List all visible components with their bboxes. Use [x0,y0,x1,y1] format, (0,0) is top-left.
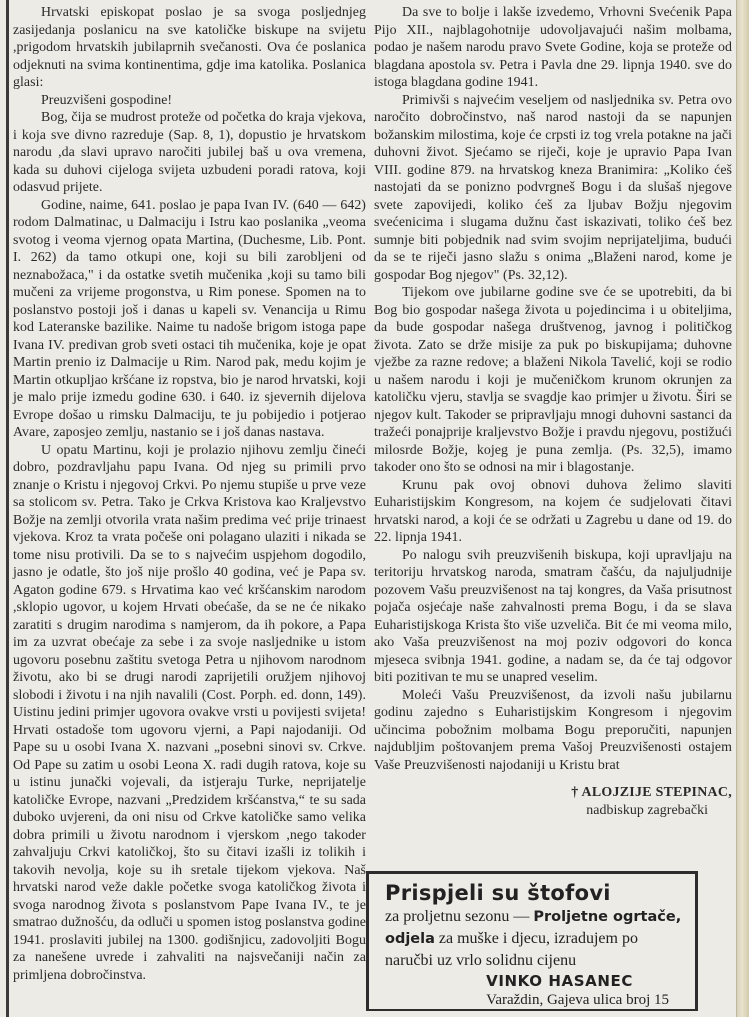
body-paragraph: Krunu pak ovoj obnovi duhova želimo slaviti Euharistijskim Kongresom, na kojem će sudjelovati čitavi hrvatski narod, a koji će se održati u Zagrebu u dane od 19. do 22. lipnja 1941. [374,477,732,545]
ad-line-2-text: za muške i djecu, izradujem po [434,930,638,947]
ad-address: Varaždin, Gajeva ulica broj 15 [486,992,669,1008]
ad-line-2-bold: odjela [385,931,435,947]
signature-block [374,784,732,819]
closing-paragraph: Moleći Vašu Preuzvišenost, da izvoli našu jubilarnu godinu zajedno s Euharistijskim Kongresom i njegovim učincima pobožnim molbama Bogu preporučiti, napunjen najdubljim poštovanjem prema Vašoj Preuzvišenosti ostajem Vaše Preuzvišenosti najodaniji u Kristu brat [374,687,732,773]
salutation: Preuzvišeni gospodine! [41,92,173,108]
ad-headline: Prispjeli su štofovi [385,881,611,905]
advertisement-box [366,871,698,1011]
article-right-column [374,4,732,819]
body-paragraph: U opatu Martinu, koji je prolazio njihovu zemlju čineći dobro, pozdravljahu papu Ivana. Od njeg su primili prvo znanje o Kristu i njegovoj Crkvi. Po njemu stupiše u prve veze sa stolicom sv. Petra. Tako je Crkva Kristova kao Kraljevstvo Božje na zemlji otvorila vrata našim predima već prije trinaest vjekova. Kroz ta vrata počeše oni polagano ulaziti i nikada se tome nisu protivili. Da se to s najvećim uspjehom dogodilo, jasno je odatle, što još nije prošlo 40 godina, već je Papa sv. Agaton godine 679. s Hrvatima kao već kršćanskim narodom ,sklopio ugovor, u kojem Hrvati obećaše, da se ne će nikako zaratiti s drugim narodima s namjerom, da ih pokore, a Papa im za uzvrat obećaje za sebe i za svoje nasljednike u istom ugovoru posebnu zaštitu svetoga Petra u njihovom narodnom životu, ako bi se drugi narodi zaprijetili oružjem njihovoj slobodi i životu i na njih navalili (Cost. Porph. ed. donn, 149). Uistinu jedini primjer ugovora ovakve vrsti u povijesti svijeta! Hrvati ostadoše tom ugovoru vjerni, a Papi najodaniji. Od Pape su u osobi Ivana X. nazvani „posebni sinovi sv. Crkve. Od Pape su zatim u osobi Leona X. radi dugih ratova, koje su u istinu junački vojevali, da istjeraju Turke, neprijatelje katoličke Evrope, nazvani „Predzidem kršćanstva,“ te su sada duboko uvjereni, da oni nisu od Crkve katoličke samo velika dobra primili u životu narodnom i vjerskom ,nego takoder zahvaljuju Crkvi katoličkoj, što su čitavi izašli iz tolikih i takovih nevolja, koje su ih sretale tijekom vjekova. Naš hrvatski narod veže dakle početke svoga katoličkog života i svoga narodnog života s poslanstvom Pape Ivana IV., te je smatrao dužnošću, da odluči u spomen istog poslanstva godine 1941. proslaviti jubilej na 1300. godišnjicu, zadovoljiti Bogu za nanešene uvrede i zahvaliti na najsvečaniji način za primljena dobročinstva. [13,442,366,983]
body-paragraph: Tijekom ove jubilarne godine sve će se upotrebiti, da bi Bog bio gospodar našega života u pojedincima i u obiteljima, da bude gospodar našega društvenog, javnog i političkog života. Zato se drže misije za puk po biskupijama; duhovne vježbe za razne redove; a blaženi Nikola Tavelić, koji se rodio u našem narodu i koji je mučeničkom krunom okrunjen za katoličku vjeru, stavlja se svagdje kao primjer u životu. Širi se njegov kult. Takoder se pripravljaju mnogi duhovni sastanci da tražeći ponajprije kraljevstvo Božje i pravdu njegovu, postižući milosrde Božje, kojeg je puna zemlja. (Ps. 32,5), imamo takoder ono što se odnosi na mir i blagostanje. [374,285,732,475]
ad-line-2 [385,928,683,950]
body-paragraph: Po nalogu svih preuzvišenih biskupa, koji upravljaju na teritoriju hrvatskog naroda, smatram čašću, da najuljudnije pozovem Vašu preuzvišenost na taj kongres, da Vaša prisutnost pojača osjećaje naše zahvalnosti prema Bogu, i da se slava Euharistijskoga Krista što više uzveliča. Bit će mi veoma milo, ako Vaša preuzvišenost na moj poziv odgovori do konca mjeseca svibnja 1941. godine, a nadam se, da će taj odgovor biti pozitivan te mu se unapred veselim. [374,547,732,685]
ad-line-3: naručbi uz vrlo solidnu cijenu [385,952,577,969]
intro-paragraph: Hrvatski episkopat poslao je sa svoga posljednjeg zasijedanja poslanicu na sve katoličke biskupe na svijetu ,prigodom hrvatskih jubilaprnih svečanosti. Ova će poslanica odjeknuti na svima kontinentima, gdje ima katolika. Poslanica glasi: [13,5,366,90]
ad-merchant: VINKO HASANEC [486,972,633,990]
ad-line-1 [385,906,683,928]
ad-line-1-bold: Proljetne ogrtače, [533,909,682,925]
body-paragraph: Godine, naime, 641. poslao je papa Ivan IV. (640 — 642) rodom Dalmatinac, u Dalmaciju i Istru kao poslanika „veoma svotog i veoma vjernog opata Martina, (Duchesme, Lib. Pont. I. 262) da tamo otkupi one, koji su bili zarobljeni od neznabožaca," i da ostatke svetih mučenika ,koji su tamo bili mučeni za vrijeme progonstva, u Rim ponese. Spomen na to poslanstvo postoji još i danas u kapeli sv. Venancija u Rimu kod Lateranske bazilike. Naime tu nadoše brigom istoga pape Ivana IV. predivan grob sveti ostaci tih mučenika, koje je opat Martin prenio iz Dalmacije u Rim. Narod pak, medu kojim je Martin otkupljao kršćane iz ropstva, bio je narod hrvatski, koji je malo prije izmedu godine 630. i 640. iz sjevernih dijelova Evrope došao u rimsku Dalmaciju, te ju pobijedio i potjerao Avare, zaposjeo zemlju, nastanio se i još danas nastava. [13,197,366,440]
body-paragraph: Bog, čija se mudrost proteže od početka do kraja vjekova, i koja sve divno razreduje (Sap. 8, 1), dopustio je hrvatskom narodu ,da slavi upravo naročiti jubilej baš u ova vremena, kada su duhovi cijeloga svijeta uzbudeni poradi ratova, koji odasvud prijete. [13,110,366,195]
signature-title: nadbiskup zagrebački [586,802,708,818]
article-left-column [13,4,366,984]
signature-name: † ALOJZIJE STEPINAC, [571,785,732,800]
column-rule [6,0,9,1017]
body-paragraph: Primivši s najvećim veseljem od nasljednika sv. Petra ovo naročito dobročinstvo, naš narod nastoji da se napunjen božanskim milostima, koje će crpsti iz tog vrela potakne na jači duhovni život. Sjećamo se riječi, koje je upravio Papa Ivan VIII. godine 879. na hrvatskog kneza Branimira: „Koliko ćeš nastojati da se ponizno podvrgneš Bogu i da slušaš njegove svete zapovijedi, koliko ćeš za ljubav Božju njegovim svećenicima i slugama dužnu čast iskazivati, toliko ćeš bez sumnje biti pobjednik nad svim svojim neprijateljima, budući da se te riječi jasno slažu s onima „Blaženi narod, kome je gospodar Bog njegov" (Ps. 32,12). [374,92,732,283]
page-binding-edge [736,0,749,1017]
ad-line-1-text: za proljetnu sezonu — [385,908,534,925]
body-paragraph: Da sve to bolje i lakše izvedemo, Vrhovni Svećenik Papa Pijo XII., najblagohotnije udovoljavajući našim molbama, podao je našem narodu pravo Svete Godine, koja se proteže od blagdana apostola sv. Petra i Pavla dne 29. lipnja 1940. sve do istoga blagdana godine 1941. [374,5,732,90]
